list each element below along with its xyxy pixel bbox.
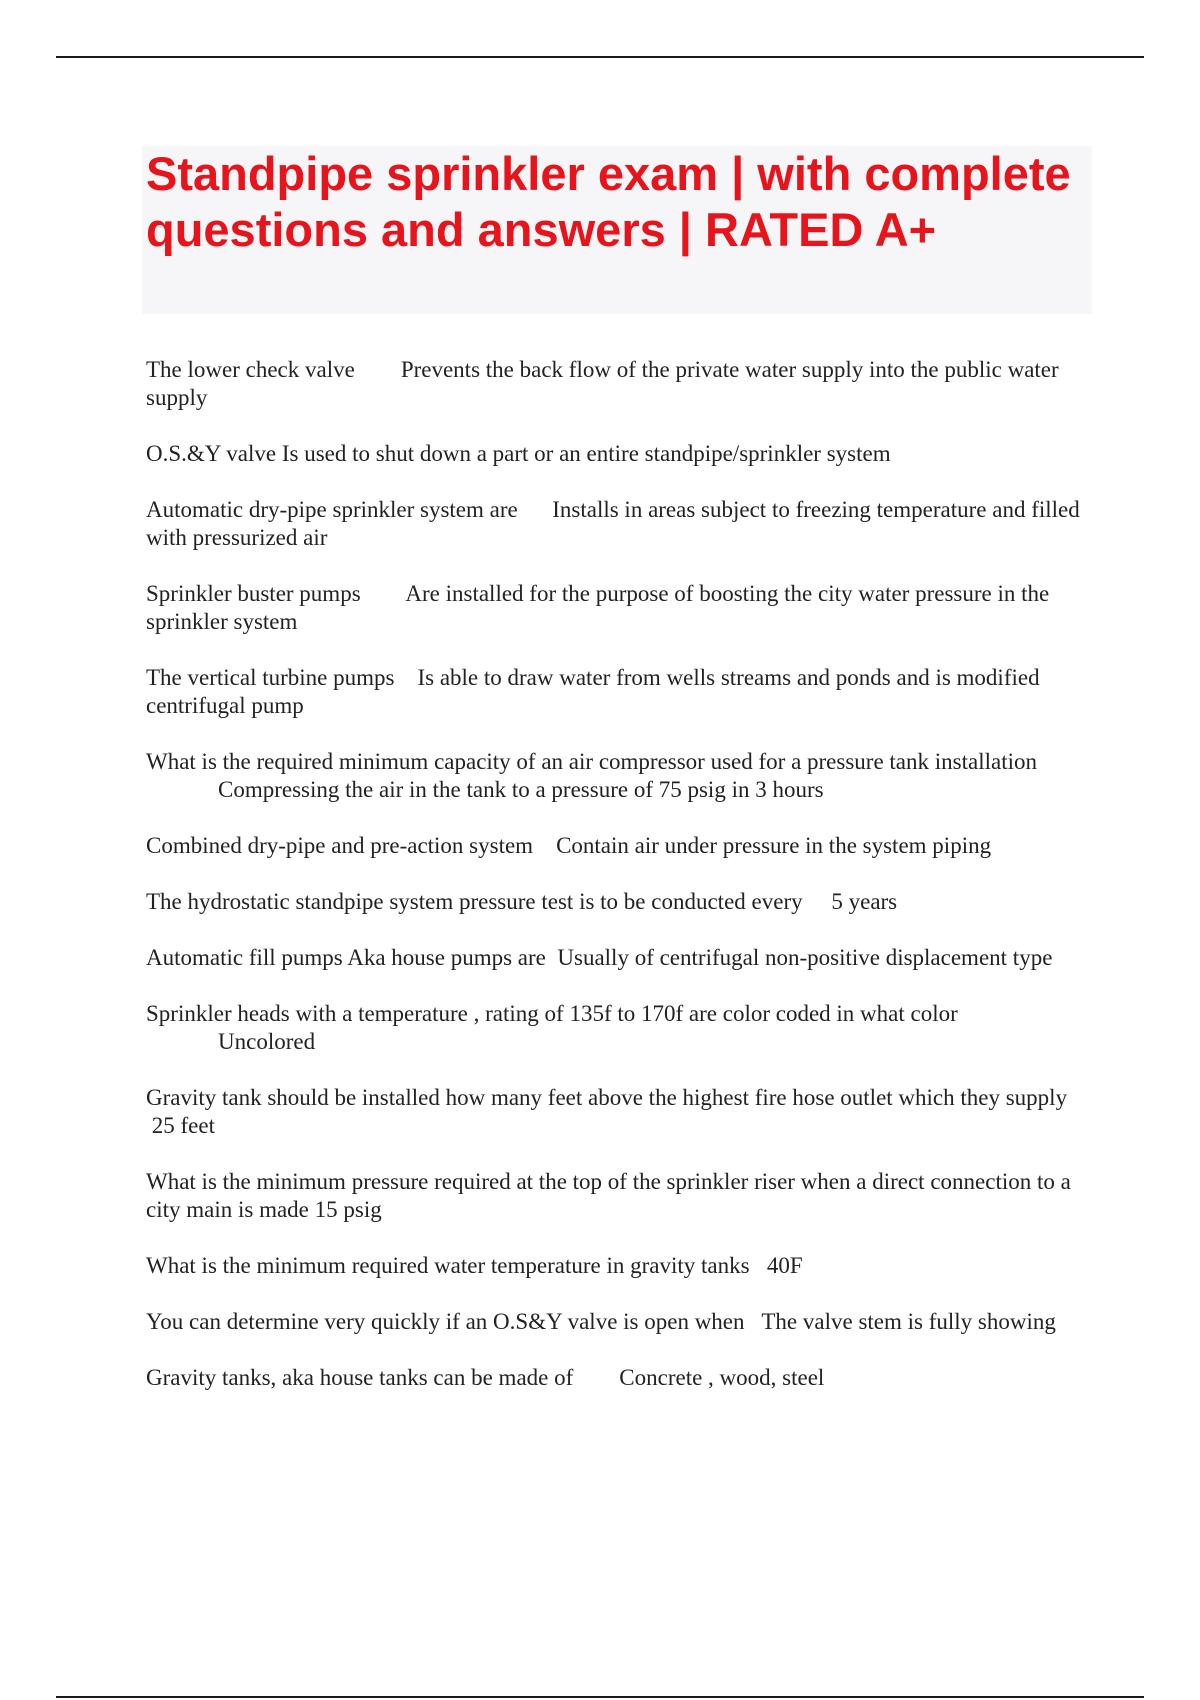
answer-text: 5 years — [831, 889, 898, 914]
question-text: The vertical turbine pumps — [146, 665, 395, 690]
question-text: The hydrostatic standpipe system pressure test is to be conducted every — [146, 889, 803, 914]
qa-item — [146, 440, 1086, 468]
answer-text: Are installed for the purpose of boosting the city water pressure in the sprinkler system — [146, 581, 1050, 634]
answer-text: Concrete , wood, steel — [619, 1365, 825, 1390]
qa-item — [146, 888, 1086, 916]
qa-separator — [355, 357, 401, 382]
title-banner — [142, 146, 1092, 314]
qa-separator — [394, 665, 417, 690]
answer-text: The valve stem is fully showing — [761, 1309, 1056, 1334]
question-text: The lower check valve — [146, 357, 355, 382]
qa-item — [146, 832, 1086, 860]
qa-item — [146, 1364, 1086, 1392]
answer-text: Compressing the air in the tank to a pressure of 75 psig in 3 hours — [218, 777, 824, 802]
question-text: Sprinkler buster pumps — [146, 581, 361, 606]
qa-separator — [745, 1309, 762, 1334]
qa-item — [146, 1084, 1086, 1140]
question-text: Sprinkler heads with a temperature , rating of 135f to 170f are color coded in what color — [146, 1001, 958, 1026]
question-text: Combined dry-pipe and pre-action system — [146, 833, 534, 858]
qa-separator — [750, 1253, 767, 1278]
question-text: Automatic fill pumps Aka house pumps are — [146, 945, 546, 970]
top-rule — [56, 56, 1144, 58]
qa-separator — [361, 581, 406, 606]
question-text: Automatic dry-pipe sprinkler system are — [146, 497, 518, 522]
qa-item — [146, 664, 1086, 720]
answer-text: Is able to draw water from wells streams and ponds and is modified centrifugal pump — [146, 665, 1040, 718]
qa-item — [146, 356, 1086, 412]
answer-text: Usually of centrifugal non-positive displacement type — [557, 945, 1053, 970]
answer-text: Uncolored — [218, 1029, 316, 1054]
answer-text: Prevents the back flow of the private water supply into the public water supply — [146, 357, 1059, 410]
answer-text: Contain air under pressure in the system piping — [556, 833, 992, 858]
qa-separator — [546, 945, 558, 970]
question-text: You can determine very quickly if an O.S&Y valve is open when — [146, 1309, 745, 1334]
qa-item — [146, 1000, 1086, 1056]
qa-item — [146, 1252, 1086, 1280]
answer-text: 25 feet — [151, 1113, 215, 1138]
qa-item — [146, 580, 1086, 636]
answer-text: Installs in areas subject to freezing temperature and filled with pressurized air — [146, 497, 1080, 550]
qa-list — [146, 356, 1086, 1420]
answer-text: Is used to shut down a part or an entire standpipe/sprinkler system — [281, 441, 891, 466]
answer-text: 15 psig — [314, 1197, 382, 1222]
qa-item — [146, 944, 1086, 972]
qa-item — [146, 1168, 1086, 1224]
qa-separator — [803, 889, 832, 914]
question-text: Gravity tanks, aka house tanks can be made of — [146, 1365, 574, 1390]
qa-item — [146, 748, 1086, 804]
question-text: O.S.&Y valve — [146, 441, 277, 466]
question-text: Gravity tank should be installed how many feet above the highest fire hose outlet which they supply — [146, 1085, 1068, 1110]
qa-item — [146, 1308, 1086, 1336]
qa-separator — [518, 497, 553, 522]
document-title: Standpipe sprinkler exam | with complete questions and answers | RATED A+ — [146, 147, 1071, 256]
question-text: What is the minimum pressure required at the top of the sprinkler riser when a direct connection to a city main is made — [146, 1169, 1071, 1222]
answer-text: 40F — [766, 1253, 803, 1278]
qa-separator — [533, 833, 556, 858]
question-text: What is the required minimum capacity of an air compressor used for a pressure tank installation — [146, 749, 1037, 774]
question-text: What is the minimum required water temperature in gravity tanks — [146, 1253, 750, 1278]
qa-separator — [573, 1365, 619, 1390]
qa-item — [146, 496, 1086, 552]
bottom-rule — [56, 1696, 1144, 1698]
